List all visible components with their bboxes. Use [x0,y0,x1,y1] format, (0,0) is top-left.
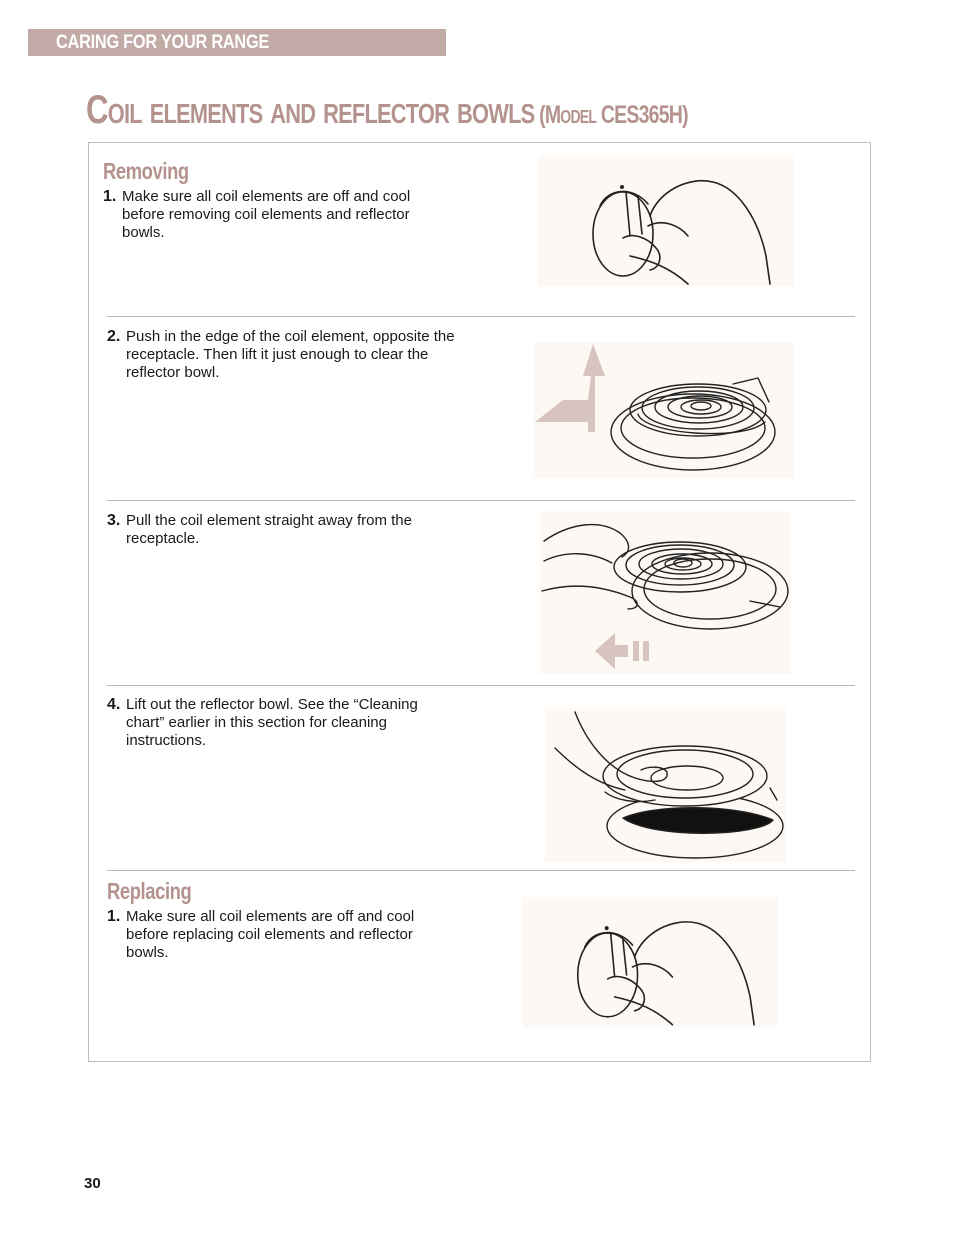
replacing-step-1 [107,908,417,962]
page-title [86,88,688,133]
step-divider [107,685,855,686]
step-text: Lift out the reflector bowl. See the “Cleaning chart” earlier in this section for cleaning instructions. [126,696,418,749]
section-header-bar [28,29,446,56]
step-divider [107,500,855,501]
step-text: Push in the edge of the coil element, opposite the receptacle. Then lift it just enough to clear the reflector bowl. [126,328,455,381]
step-text: Make sure all coil elements are off and cool before removing coil elements and reflector bowls. [122,188,411,241]
page-title-main: Coil elements and reflector bowls [86,88,535,132]
coil-lift-illustration-icon [533,342,794,478]
step-number: 1. [107,908,121,925]
section-divider [107,870,855,871]
removing-heading: Removing [103,158,189,184]
step-number: 2. [107,328,121,345]
removing-step-4 [107,696,452,750]
page-number: 30 [84,1175,101,1192]
section-header-label: CARING FOR YOUR RANGE [56,32,270,53]
step-number: 1. [103,188,117,205]
control-knob-hand-illustration-icon [523,897,778,1027]
page-title-model: (Model CES365H) [539,101,688,129]
coil-pull-illustration-icon [540,511,791,674]
step-number: 3. [107,512,121,529]
replacing-heading: Replacing [107,878,192,904]
removing-step-3 [107,512,437,548]
step-text: Pull the coil element straight away from the receptacle. [126,512,412,547]
removing-step-1 [103,188,413,242]
step-divider [107,316,855,317]
step-number: 4. [107,696,121,713]
control-knob-hand-illustration-icon [538,156,794,286]
removing-step-2 [107,328,467,382]
step-text: Make sure all coil elements are off and cool before replacing coil elements and reflector bowls. [126,908,415,961]
reflector-bowl-lift-illustration-icon [545,708,786,862]
